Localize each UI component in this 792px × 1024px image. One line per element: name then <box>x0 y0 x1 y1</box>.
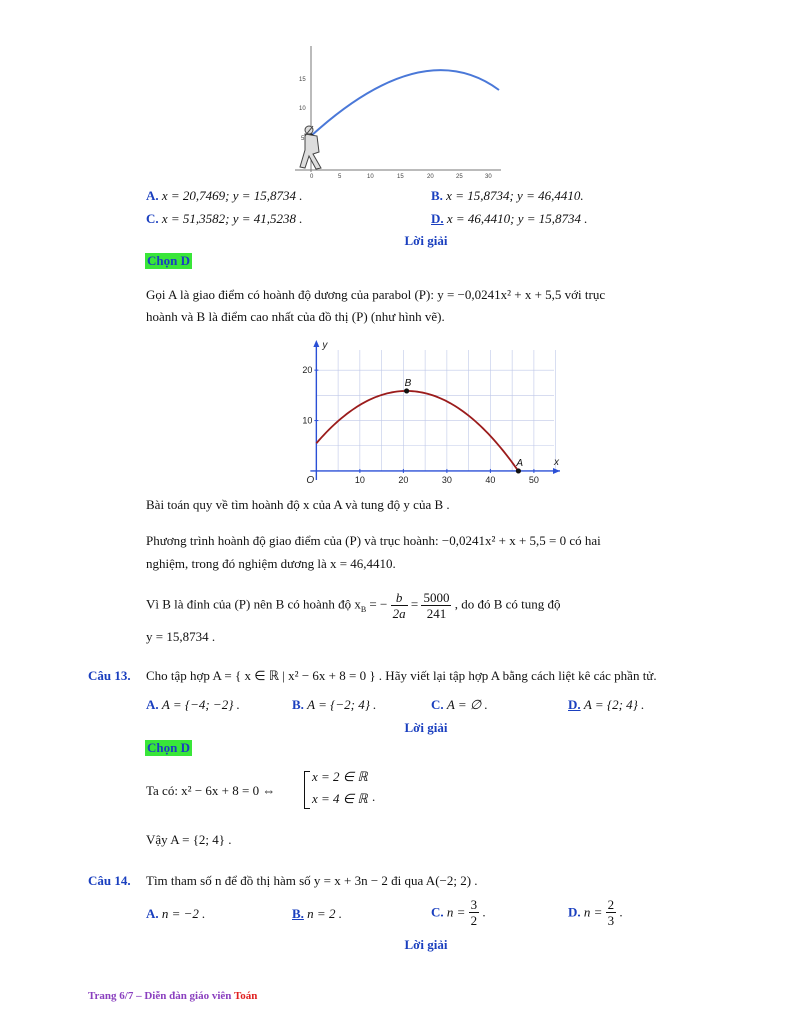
para4-post: , do đó B có tung độ <box>454 596 561 612</box>
q12-option-c <box>146 211 303 227</box>
work-line2: x = 4 ∈ ℝ <box>312 791 368 806</box>
q12-solution-heading: Lời giải <box>404 233 448 248</box>
origin-label: O <box>306 474 315 484</box>
x-axis-arrow <box>553 468 560 474</box>
q12-option-d <box>431 211 588 227</box>
option-letter: C. <box>431 904 444 920</box>
frac-num: 2 <box>607 897 615 912</box>
option-text: A = {−4; −2} . <box>161 697 240 712</box>
point-b <box>404 388 409 393</box>
option-letter-correct: D. <box>431 211 444 226</box>
q12-para3-line1: Phương trình hoành độ giao điểm của (P) và trục hoành: −0,0241x² + x + 5,5 = 0 có hai <box>146 533 601 548</box>
point-label-b: B <box>404 377 412 389</box>
frac-num: 3 <box>470 897 478 912</box>
x-tick-label: 40 <box>485 474 496 484</box>
option-post: . <box>619 904 623 920</box>
q13-stem: Cho tập hợp A = { x ∈ ℝ | x² − 6x + 8 = 0 } . Hãy viết lại tập hợp A bằng cách liệt kê các phần tử. <box>146 668 657 683</box>
option-letter-correct: D. <box>568 697 581 712</box>
option-letter: B. <box>292 697 304 712</box>
top-fig-ytick-5: 5 <box>301 136 305 142</box>
top-figure <box>283 44 505 186</box>
option-text: x = 20,7469; y = 15,8734 . <box>161 188 303 203</box>
q13-conclusion: Vậy A = {2; 4} . <box>146 832 232 847</box>
y-tick-label: 20 <box>302 365 313 376</box>
q14-option-a <box>146 906 205 922</box>
q13-option-c <box>431 697 488 713</box>
option-text: x = 15,8734; y = 46,4410. <box>446 188 584 203</box>
frac-num: b <box>391 590 408 606</box>
top-fig-xtick-25: 25 <box>456 174 463 180</box>
frac-den: 241 <box>426 606 447 621</box>
option-pre: n = <box>446 904 466 920</box>
para4-sub: B <box>360 605 367 615</box>
para4-eq: = − <box>366 596 388 612</box>
top-fig-xtick-10: 10 <box>367 174 374 180</box>
y-tick-label: 10 <box>302 415 313 426</box>
top-fig-xtick-30: 30 <box>485 174 492 180</box>
q13-option-d <box>568 697 644 713</box>
x-tick-label: 10 <box>354 474 365 484</box>
q12-para1-line1: Gọi A là giao điểm có hoành độ dương của parabol (P): y = −0,0241x² + x + 5,5 với trục <box>146 287 606 302</box>
frac-num: 5000 <box>423 590 450 605</box>
q12-para1-line2: hoành và B là điểm cao nhất của đồ thị (P) (như hình vẽ). <box>146 309 445 324</box>
top-fig-xtick-5: 5 <box>338 174 342 180</box>
option-text: n = 2 . <box>307 906 342 921</box>
point-a <box>516 468 521 473</box>
option-letter: A. <box>146 188 159 203</box>
frac-den: 2a <box>392 606 406 621</box>
work-line1: x = 2 ∈ ℝ <box>312 769 368 784</box>
q13-option-a <box>146 697 240 713</box>
system-bracket <box>304 771 310 809</box>
q14-option-d <box>568 897 623 928</box>
option-text: A = ∅ . <box>446 697 488 712</box>
option-text: x = 46,4410; y = 15,8734 . <box>446 211 588 226</box>
option-text: x = 51,3582; y = 41,5238 . <box>161 211 303 226</box>
q14-option-b <box>292 906 342 922</box>
footer-text: Trang 6/7 – Diễn đàn giáo viên <box>88 990 234 1002</box>
top-fig-ytick-15: 15 <box>299 77 306 83</box>
point-label-a: A <box>516 457 524 469</box>
q12-option-a <box>146 188 303 204</box>
frac-den: 3 <box>607 913 615 928</box>
option-letter-correct: B. <box>292 906 304 921</box>
option-letter: A. <box>146 906 159 921</box>
footer-subject: Toán <box>233 990 258 1002</box>
q13-label: Câu 13. <box>88 668 131 683</box>
top-figure-trajectory <box>311 70 499 136</box>
option-letter: B. <box>431 188 443 203</box>
q13-answer-tag: Chọn D <box>147 740 190 755</box>
top-fig-xtick-15: 15 <box>397 174 404 180</box>
x-tick-label: 50 <box>528 474 539 484</box>
y-axis-label: y <box>322 340 328 351</box>
fraction-3-over-2 <box>469 897 480 928</box>
q12-para4-line2: y = 15,8734 . <box>146 629 216 644</box>
page-footer <box>88 990 257 1002</box>
top-fig-xtick-20: 20 <box>427 174 434 180</box>
work-post: . <box>372 789 376 804</box>
q12-option-b <box>431 188 584 204</box>
para4-pre: Vì B là đỉnh của (P) nên B có hoành độ x <box>146 596 361 612</box>
x-axis-label: x <box>554 456 559 468</box>
q13-solution-heading: Lời giải <box>404 720 448 735</box>
q12-para4 <box>146 590 561 621</box>
q12-answer-tag: Chọn D <box>147 253 190 268</box>
option-letter: C. <box>146 211 159 226</box>
q14-stem: Tìm tham số n để đồ thị hàm số y = x + 3n − 2 đi qua A(−2; 2) . <box>146 873 478 888</box>
fraction-5000-over-241 <box>421 590 451 621</box>
x-tick-label: 20 <box>398 474 409 484</box>
top-fig-ytick-10: 10 <box>299 106 306 112</box>
option-post: . <box>482 904 486 920</box>
parabola-curve <box>316 391 518 471</box>
option-letter: A. <box>146 697 159 712</box>
frac-den: 2 <box>470 913 478 928</box>
top-fig-xtick-0: 0 <box>310 174 314 180</box>
work-pre: Ta có: x² − 6x + 8 = 0 ⇔ <box>146 783 276 798</box>
q14-label: Câu 14. <box>88 873 131 888</box>
option-text: n = −2 . <box>161 906 206 921</box>
fraction-2-over-3 <box>606 897 617 928</box>
x-tick-label: 30 <box>441 474 452 484</box>
q12-para2: Bài toán quy về tìm hoành độ x của A và tung độ y của B . <box>146 497 450 512</box>
q14-option-c <box>431 897 486 928</box>
q14-solution-heading: Lời giải <box>404 937 448 952</box>
q12-para3-line2: nghiệm, trong đó nghiệm dương là x = 46,4410. <box>146 556 396 571</box>
option-letter: D. <box>568 904 581 920</box>
parabola-chart <box>282 336 572 484</box>
q13-option-b <box>292 697 376 713</box>
option-text: A = {−2; 4} . <box>307 697 377 712</box>
option-letter: C. <box>431 697 444 712</box>
eq-sign: = <box>410 596 419 612</box>
fraction-b-over-2a <box>391 590 408 621</box>
option-text: A = {2; 4} . <box>583 697 645 712</box>
y-axis-arrow <box>313 340 319 347</box>
option-pre: n = <box>583 904 603 920</box>
